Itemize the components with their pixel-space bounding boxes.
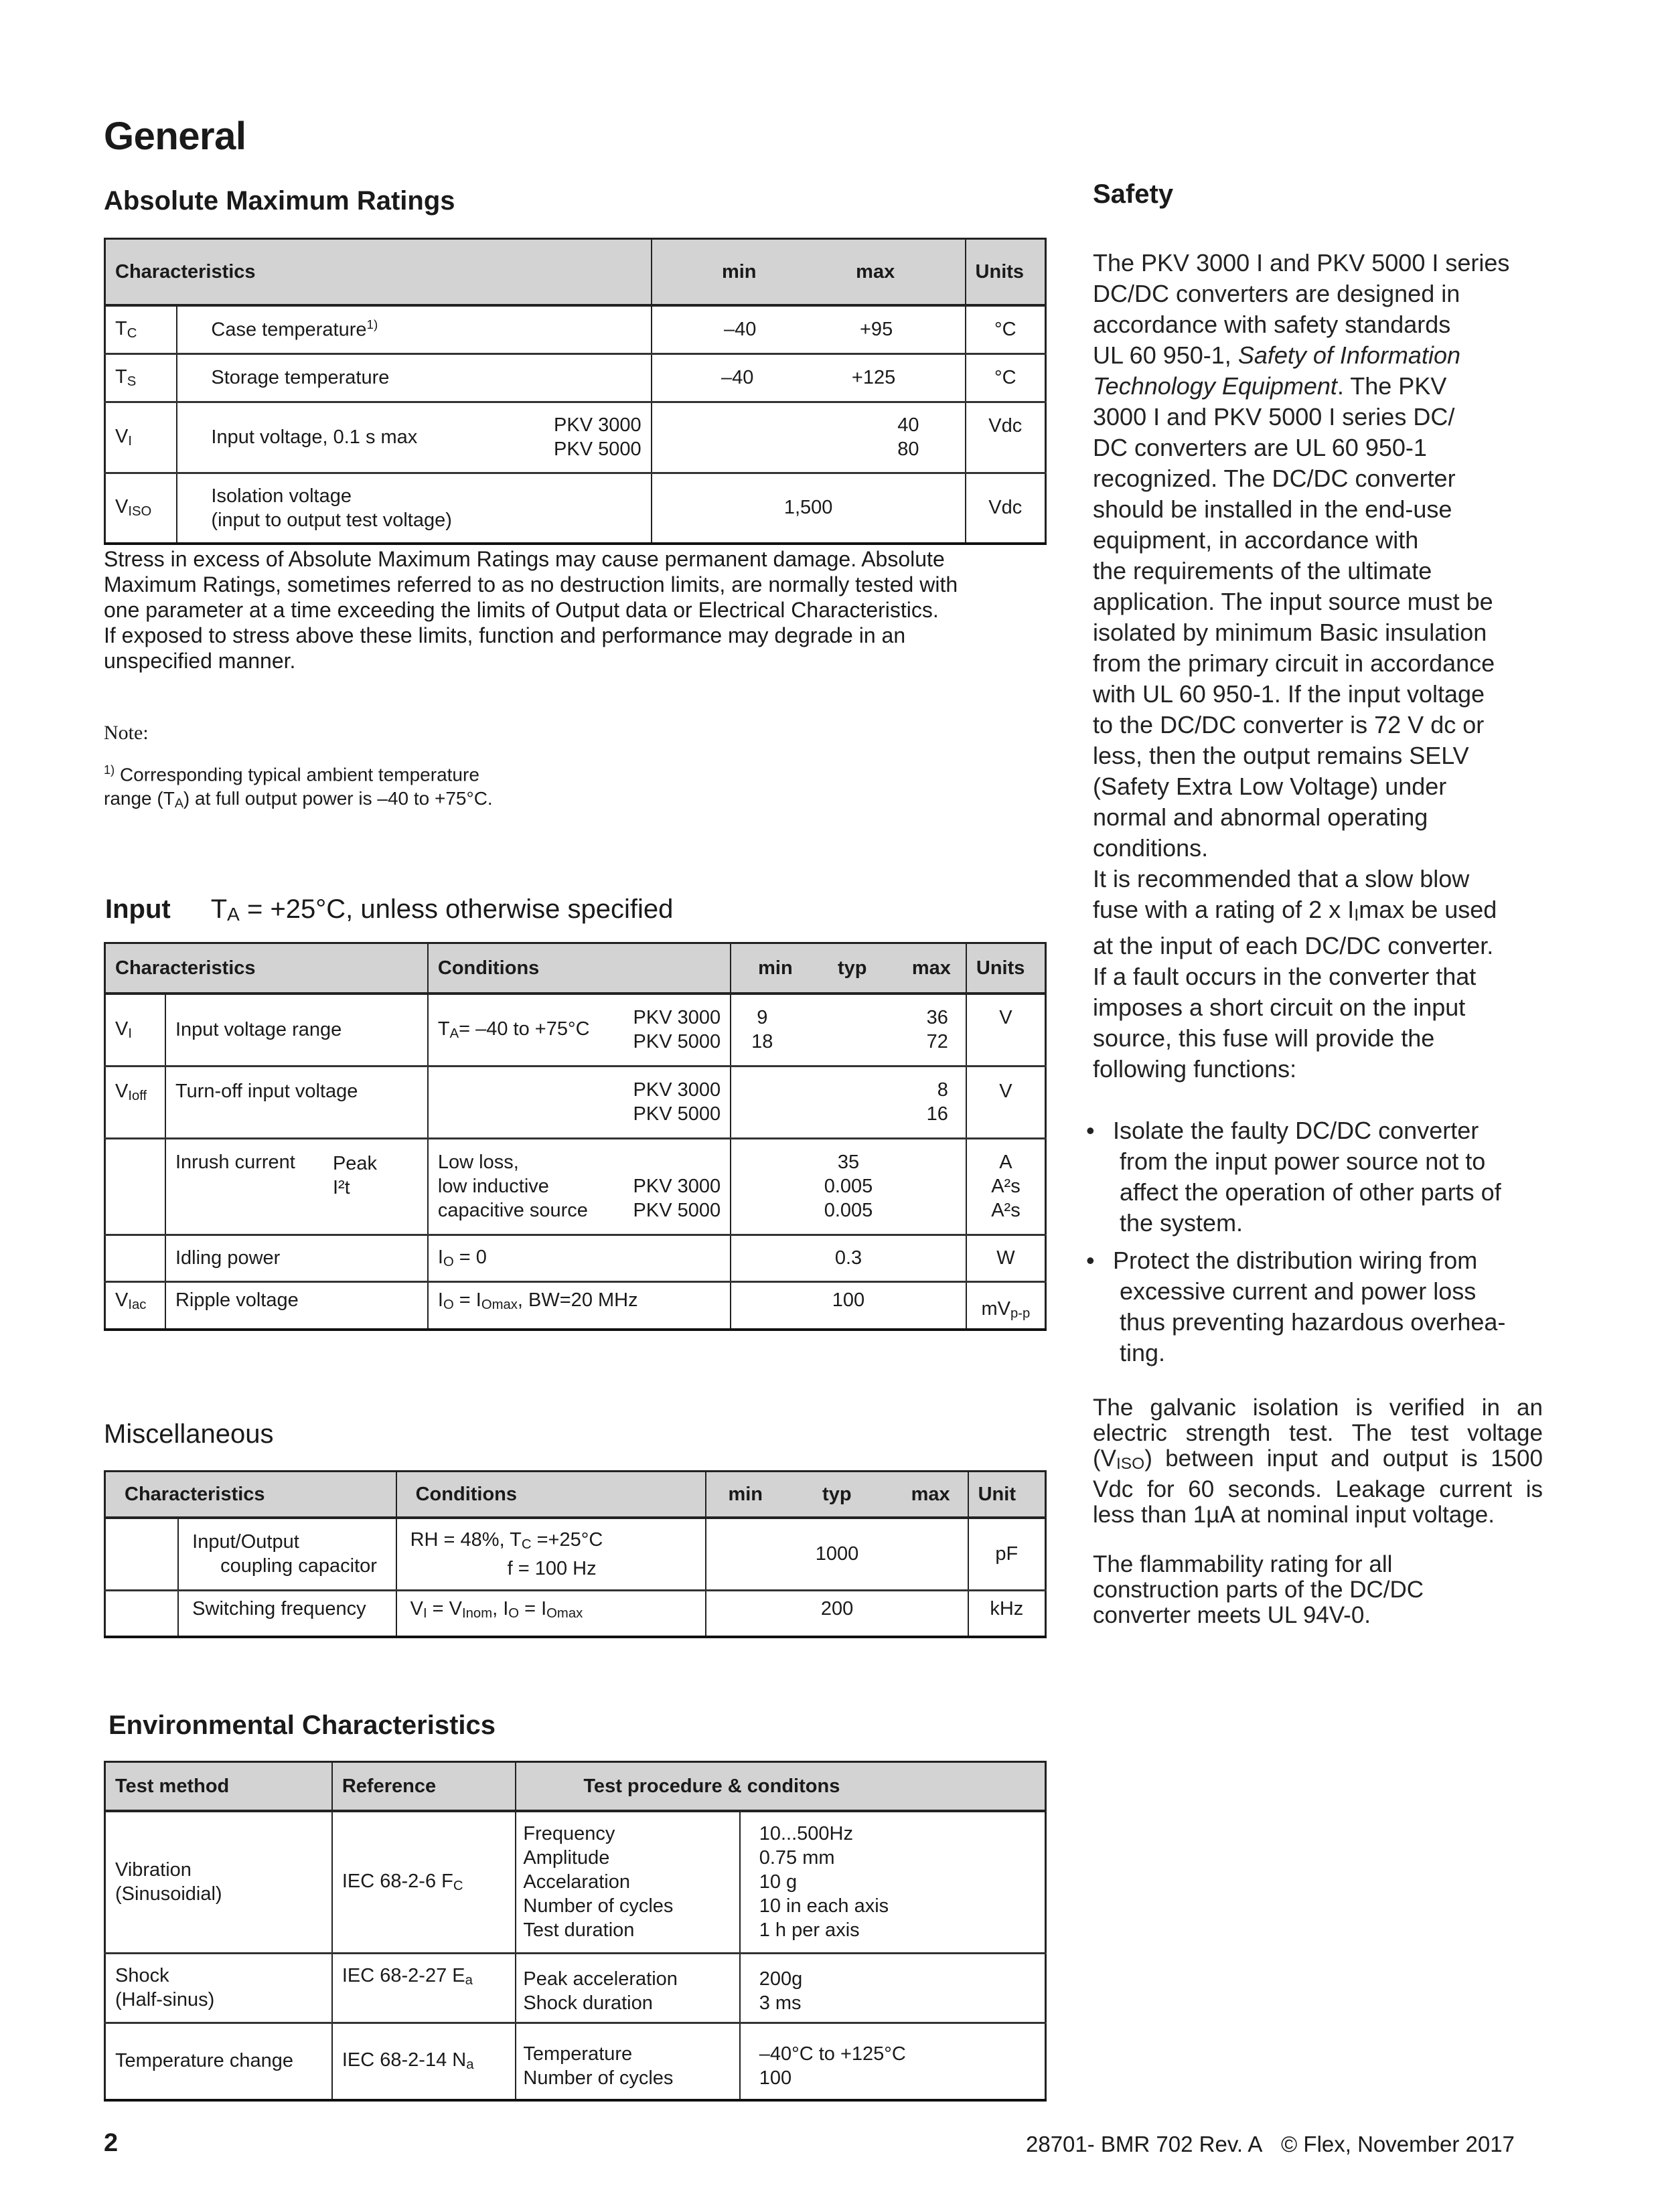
footnote: $^{1)}$ Corresponding typical ambient temperature range $(T_A)$ at full output power is –40 to +75°C. [104,763,493,811]
table-row [105,994,1046,1066]
page-title: General [104,114,246,158]
min-max-cell: –40 +125 [652,353,966,402]
footer-copyright: © Flex, November 2017 [1280,2132,1515,2156]
units-cell: °C [966,353,1046,402]
params-cell: Frequency Amplitude Accelaration Number of cycles Test duration [516,1811,739,1953]
values-cell: –40°C to +125°C 100 [740,2023,1046,2100]
conditions-cell: PKV 3000 PKV 5000 [428,1066,731,1138]
col-header-min-max [652,239,966,306]
input-condition: $T_A = +25^\circ C$, unless otherwise specified [210,894,674,925]
symbol-cell: $V_I$ [105,994,165,1066]
bullet-item: • Isolate the faulty DC/DC converter from the input power source not to affect the operation of other parts of the system. [1086,1117,1501,1237]
safety-heading: Safety [1093,179,1174,209]
values-cell: 10...500Hz 0.75 mm 10 g 10 in each axis 1 h per axis [740,1811,1046,1953]
table-row [105,305,1046,353]
table-row [105,1953,1046,2023]
symbol-cell: $V_{Iac}$ [105,1281,165,1330]
col-header-max: max [856,260,895,283]
test-method-cell: Vibration (Sinusoidial) [105,1811,332,1953]
min-max-cell: –40 +95 [652,305,966,353]
bullet-item: • Protect the distribution wiring from excessive current and power loss thus preventing hazardous overhea- ting. [1086,1247,1506,1366]
symbol-cell [105,1590,179,1637]
col-header-characteristics: Characteristics [105,239,652,306]
values-cell: 100 [731,1281,966,1330]
characteristic-cell: Input voltage range [165,994,428,1066]
col-header-min-typ-max: min typ max [731,943,966,994]
test-method-cell: Temperature change [105,2023,332,2100]
symbol-cell: $V_I$ [105,402,177,473]
misc-heading: Miscellaneous [104,1419,274,1449]
col-header-characteristics: Characteristics [105,1472,396,1518]
col-header-procedure: Test procedure & conditons [516,1762,1045,1812]
units-cell: A A²s A²s [966,1138,1046,1235]
values-cell: 1000 [706,1518,968,1590]
values-cell: 200 [706,1590,968,1637]
table-header-row [105,239,1046,306]
conditions-cell: RH = 48%, $T_C =+25^\circ C$ f = 100 Hz [396,1518,706,1590]
test-method-cell: Shock (Half-sinus) [105,1953,332,2023]
symbol-cell: $T_C$ [105,305,177,353]
characteristic-cell: Input/Output coupling capacitor [178,1518,396,1590]
safety-body: The PKV 3000 I and PKV 5000 I series DC/DC converters are designed in accordance with safety standards UL 60 950-1, Safety of Information Technology Equipment. The PKV 3000 I and PKV 5000 I series DC/ DC converters are UL 60 950-1 recognized. The DC/DC converter should be installed in the end-use equipment, in accordance with the requirements of the ultimate application. The input source must be isolated by minimum Basic insulation from the primary circuit in accordance with UL 60 950-1. If the input voltage to the DC/DC converter is 72 V dc or less, then the output remains SELV (Safety Extra Low Voltage) under normal and abnormal operating conditions. It is recommended that a slow blow fuse with a rating of 2 x $I_I\max$ be used at the input of each DC/DC converter. If a fault occurs in the converter that imposes a short circuit on the input source, this fuse will provide the following functions: • Isolate the faulty DC/DC converter from the input power source not to affect the operation of other parts of the system. • Protect the distribution wiring from excessive current and power loss thus preventing hazardous overhea- ting. The galvanic isolation is verified in an electric strength test. The test voltage $(V_{ISO})$ between input and output is 1500 Vdc for 60 seconds. Leakage current is less than 1µA at nominal input voltage. The flammability rating for all construction parts of the DC/DC converter meets UL 94V-0. [1093,248,1562,1628]
units-cell: °C [966,305,1046,353]
table-row [105,473,1046,544]
footer-doc-id: 28701- BMR 702 Rev. A © Flex, November 2017 [1026,2132,1515,2156]
symbol-cell: $V_{Ioff}$ [105,1066,165,1138]
bullet-icon: • [1086,1117,1095,1144]
table-row [105,1518,1046,1590]
misc-table [104,1470,1047,1638]
col-header-test-method: Test method [105,1762,332,1812]
units-cell: $mV_{p-p}$ [966,1281,1046,1330]
table-header-row [105,943,1046,994]
values-cell: 200g 3 ms [740,1953,1046,2023]
table-row [105,402,1046,473]
abs-max-table [104,238,1047,545]
characteristic-cell: Isolation voltage (input to output test voltage) [177,473,651,544]
conditions-cell: $I_O = 0$ [428,1235,731,1281]
col-header-conditions: Conditions [396,1472,706,1518]
values-cell: 35 0.005 0.005 [731,1138,966,1235]
galvanic-isolation-paragraph: The galvanic isolation is verified in an electric strength test. The test voltage $(V_{ISO})$ between input and output is 1500 Vdc for 60 seconds. Leakage current is less than 1µA at nominal input voltage. [1093,1395,1543,1528]
col-header-conditions: Conditions [428,943,731,994]
characteristic-cell: Inrush current Peak I²t [165,1138,428,1235]
table-row [105,1235,1046,1281]
stress-paragraph: Stress in excess of Absolute Maximum Ratings may cause permanent damage. Absolute Maximum Ratings, sometimes referred to as no destruction limits, are normally tested with one parameter at a time exceeding the limits of Output data or Electrical Characteristics. If exposed to stress above these limits, function and performance may degrade in an unspecified manner. [104,547,958,673]
characteristic-cell: Ripple voltage [165,1281,428,1330]
units-cell: V [966,1066,1046,1138]
col-header-min: min [721,260,757,283]
col-header-characteristics: Characteristics [105,943,428,994]
characteristic-cell: Idling power [165,1235,428,1281]
table-header-row [105,1762,1046,1812]
input-table [104,942,1047,1331]
characteristic-cell: Storage temperature [177,353,651,402]
bullet-icon: • [1086,1247,1095,1274]
table-row [105,353,1046,402]
table-header-row [105,1472,1046,1518]
unit-cell: kHz [968,1590,1046,1637]
col-header-min-typ-max: min typ max [706,1472,968,1518]
conditions-cell: $T_A= -40$ to +75°C PKV 3000 PKV 5000 [428,994,731,1066]
characteristic-cell: Turn-off input voltage [165,1066,428,1138]
col-header-units: Units [966,239,1046,306]
symbol-cell [105,1235,165,1281]
col-header-reference: Reference [332,1762,516,1812]
params-cell: Temperature Number of cycles [516,2023,739,2100]
table-row [105,1066,1046,1138]
values-cell: 8 16 [731,1066,966,1138]
table-row [105,1590,1046,1637]
characteristic-cell: Input voltage, 0.1 s max PKV 3000 PKV 5000 [177,402,651,473]
col-header-unit: Unit [968,1472,1046,1518]
conditions-cell: Low loss, low inductive capacitive source PKV 3000 PKV 5000 [428,1138,731,1235]
symbol-cell [105,1518,179,1590]
table-row [105,2023,1046,2100]
symbol-cell: $T_S$ [105,353,177,402]
table-row [105,1811,1046,1953]
input-heading: Input [105,894,171,924]
params-cell: Peak acceleration Shock duration [516,1953,739,2023]
values-cell: 9 18 36 72 [731,994,966,1066]
units-cell: Vdc [966,473,1046,544]
model-list: PKV 3000 PKV 5000 [554,414,642,460]
table-row [105,1281,1046,1330]
reference-cell: IEC 68-2-14 $N_a$ [332,2023,516,2100]
reference-cell: IEC 68-2-6 $F_C$ [332,1811,516,1953]
conditions-cell: $I_O = I_{Omax}$, BW=20 MHz [428,1281,731,1330]
environmental-table [104,1761,1047,2102]
conditions-cell: $V_I = V_{Inom}$, $I_O = I_{Omax}$ [396,1590,706,1637]
table-row [105,1138,1046,1235]
units-cell: Vdc [966,402,1046,473]
value-cell: 1,500 [652,473,966,544]
col-header-units: Units [966,943,1046,994]
note-label: Note: [104,722,149,744]
values-cell: 0.3 [731,1235,966,1281]
characteristic-cell: Case temperature$^{1)}$ [177,305,651,353]
min-max-cell: 40 80 [652,402,966,473]
characteristic-cell: Switching frequency [178,1590,396,1637]
flammability-paragraph: The flammability rating for all construction parts of the DC/DC converter meets UL 94V-0. [1093,1551,1424,1628]
units-cell: V [966,994,1046,1066]
reference-cell: IEC 68-2-27 $E_a$ [332,1953,516,2023]
abs-max-heading: Absolute Maximum Ratings [104,186,455,216]
page-number: 2 [104,2129,119,2157]
units-cell: W [966,1235,1046,1281]
symbol-cell [105,1138,165,1235]
symbol-cell: $V_{ISO}$ [105,473,177,544]
unit-cell: pF [968,1518,1046,1590]
environmental-heading: Environmental Characteristics [108,1711,496,1740]
input-heading-row [105,894,673,925]
